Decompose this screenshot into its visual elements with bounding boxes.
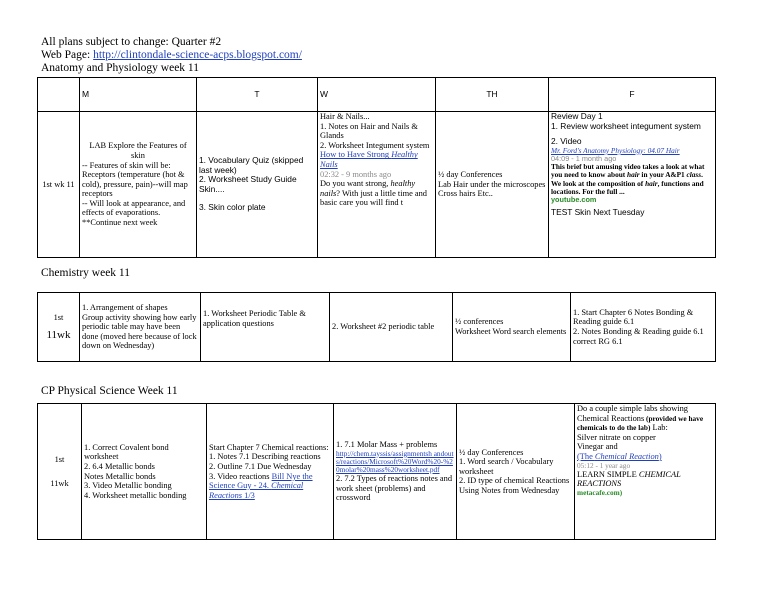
fri-line: Vinegar and (577, 442, 618, 452)
day-header-fri: F (549, 78, 716, 112)
thu-line: ½ day Conferences (438, 170, 503, 180)
mon-line: 1. Arrangement of shapes (82, 303, 168, 313)
anatomy-tue-cell (197, 112, 318, 258)
tue-line: 1. Worksheet Periodic Table & application questions (203, 309, 306, 328)
desc-italic: class (686, 170, 702, 180)
video-source: youtube.com (551, 195, 597, 204)
week-line: 11wk (50, 478, 69, 488)
wed-line: 2. Worksheet Integument system (320, 140, 430, 150)
wed-line: 2. 7.2 Types of reactions notes and work sheet (problems) and crossword (336, 474, 453, 503)
thu-line: 1. Word search / Vocabulary worksheet (459, 457, 554, 476)
fri-text: Do a couple simple labs showing Chemical Reactions (577, 404, 688, 423)
desc-part: Do you want strong, (320, 179, 391, 189)
fri-text: LEARN SIMPLE (577, 469, 639, 479)
mon-line: 4. Worksheet metallic bonding (84, 490, 187, 500)
wed-line: 1. Notes on Hair and Nails & Glands (320, 121, 418, 141)
link-text: How to Have Strong (320, 150, 392, 160)
desc-italic: hair (627, 170, 640, 180)
web-page-label: Web Page: (41, 49, 94, 61)
thu-line: 2. ID type of chemical Reactions Using Notes from Wednesday (459, 476, 570, 495)
fri-line: Silver nitrate on copper (577, 432, 656, 442)
fri-italic: CHEMICAL REACTIONS (577, 469, 681, 489)
header-line-quarter: All plans subject to change: Quarter #2 (41, 36, 222, 48)
fri-line: 1. Review worksheet integument system (551, 120, 701, 131)
mon-line: Group activity showing how early periodic table may have been done (moved here because of lock down on Wednesday) (82, 312, 197, 351)
chemistry-wed-cell (330, 293, 453, 362)
link-text: ) (658, 451, 662, 461)
physical-science-schedule-table (37, 403, 716, 540)
fri-line: 1. Start Chapter 6 Notes Bonding & Reading guide 6.1 (573, 307, 694, 327)
video-meta: 05:12 - 1 year ago (577, 460, 631, 470)
desc-part: , functions and locations. For the full ... (551, 178, 704, 196)
mon-line: -- Will look at appearance, and effects of evaporations. (82, 198, 186, 218)
desc-part: ? With just a little time and basic care you will find t (320, 188, 427, 208)
day-header-wed: W (318, 78, 436, 112)
physical-week-cell (38, 404, 82, 540)
physical-mon-cell (82, 404, 207, 540)
thu-line: Lab Hair under the microscopes (438, 179, 546, 189)
tue-line: 1. Vocabulary Quiz (skipped last week) (199, 155, 304, 175)
thu-line: ½ day Conferences (459, 447, 524, 457)
wed-line: Hair & Nails... (320, 112, 370, 121)
physical-fri-cell (575, 404, 716, 540)
video-source: metacafe.com) (577, 487, 623, 497)
link-italic: Chemical Reaction (594, 451, 659, 461)
wed-line: 2. Worksheet #2 periodic table (332, 322, 435, 332)
thu-line: Worksheet Word search elements (455, 327, 567, 336)
wed-line: 1. 7.1 Molar Mass + problems (336, 440, 438, 449)
fri-line (577, 404, 713, 433)
anatomy-week-cell: 1st wk 11 (38, 112, 80, 258)
video-meta: 04:09 - 1 month ago (551, 153, 617, 163)
fri-line: 2. Notes Bonding & Reading guide 6.1 correct RG 6.1 (573, 327, 704, 346)
tue-line (209, 472, 331, 501)
fri-line (577, 470, 713, 489)
chemistry-mon-cell (80, 293, 201, 362)
web-page-link[interactable]: http://clintondale-science-acps.blogspot.com/ (93, 49, 302, 61)
desc-part: . We look at the composition of (551, 170, 703, 188)
chemistry-tue-cell (201, 293, 330, 362)
tue-line: 2. Worksheet Study Guide Skin.... (199, 174, 297, 194)
day-header-thu: TH (436, 78, 549, 112)
physical-wed-cell (334, 404, 457, 540)
thu-line: ½ conferences (455, 317, 504, 327)
tue-line: Start Chapter 7 Chemical reactions: (209, 442, 329, 452)
video-description (320, 179, 433, 208)
anatomy-schedule-table (37, 77, 716, 258)
chemistry-week-title: Chemistry week 11 (41, 267, 131, 279)
link-text: Bill Nye the Science Guy - 24. (209, 471, 313, 491)
link-italic: Chemical Reactions (209, 481, 304, 500)
chemistry-thu-cell (453, 293, 571, 362)
physical-science-week-title: CP Physical Science Week 11 (41, 385, 178, 397)
day-header-tue: T (197, 78, 318, 112)
chemistry-schedule-table (37, 292, 716, 362)
link-text: (The (577, 451, 595, 461)
physical-tue-cell (207, 404, 334, 540)
header-web-page (41, 49, 302, 62)
healthy-nails-video-link[interactable] (320, 150, 433, 169)
fri-small-note: (provided we have chemicals to do the lab) (577, 413, 704, 433)
physical-thu-cell (457, 404, 575, 540)
tue-line: 3. Skin color plate (199, 202, 266, 213)
corner-cell (38, 78, 80, 112)
desc-italic: healthy nails (320, 179, 416, 198)
anatomy-wed-cell (318, 112, 436, 258)
mon-line: LAB Explore the Features of skin (89, 141, 187, 160)
desc-italic: hair (645, 178, 658, 188)
tue-line: 1. Notes 7.1 Describing reactions (209, 452, 321, 462)
fri-line: 2. Video (551, 136, 582, 147)
chemistry-week-cell (38, 293, 80, 362)
thu-line: Cross hairs Etc.. (438, 189, 493, 199)
anatomy-video-link[interactable]: Mr. Ford's Anatomy Physiology: 04.07 Hair (551, 145, 680, 155)
link-text: 1/3 (242, 490, 255, 500)
tue-line: 2. Outline 7.1 Due Wednesday (209, 461, 312, 471)
anatomy-fri-cell (549, 112, 716, 258)
mon-line: 3. Video Metallic bonding (84, 481, 172, 491)
fri-text: Lab: (650, 423, 668, 433)
molar-mass-worksheet-link[interactable]: http://chem.tayssis/assignmentsh andouts/reactions/Microsoft%20Word%20-%20molar%20mass%20worksheet.pdf (336, 448, 454, 474)
tue-text: 3. Video reactions (209, 471, 272, 481)
desc-part: This brief but amusing video takes a look at what you need to know about (551, 162, 705, 180)
mon-line: 2. 6.4 Metallic bonds (84, 461, 155, 471)
anatomy-week-title: Anatomy and Physiology week 11 (41, 62, 200, 74)
mon-line: Notes Metallic bonds (84, 471, 156, 481)
link-italic: Healthy Nails (320, 150, 418, 169)
chemistry-fri-cell (571, 293, 716, 362)
anatomy-thu-cell (436, 112, 549, 258)
mon-line: 1. Correct Covalent bond worksheet (84, 442, 169, 462)
video-meta: 02:32 - 9 months ago (320, 169, 392, 179)
anatomy-mon-cell (80, 112, 197, 258)
fri-line: Review Day 1 (551, 111, 603, 121)
desc-part: in your A&P1 (639, 170, 687, 180)
mon-line: **Continue next week (82, 218, 158, 228)
day-header-mon: M (80, 78, 197, 112)
week-line (40, 455, 79, 465)
fri-test-note: TEST Skin Next Tuesday (551, 207, 645, 218)
week-line: 1st (53, 313, 64, 323)
mon-line: -- Features of skin will be: Receptors (temperature (hot & cold), pressure, pain)--will map receptors (82, 160, 188, 199)
week-line: 11wk (46, 329, 71, 341)
week-first: 1st (54, 454, 65, 464)
video-description (551, 163, 713, 196)
